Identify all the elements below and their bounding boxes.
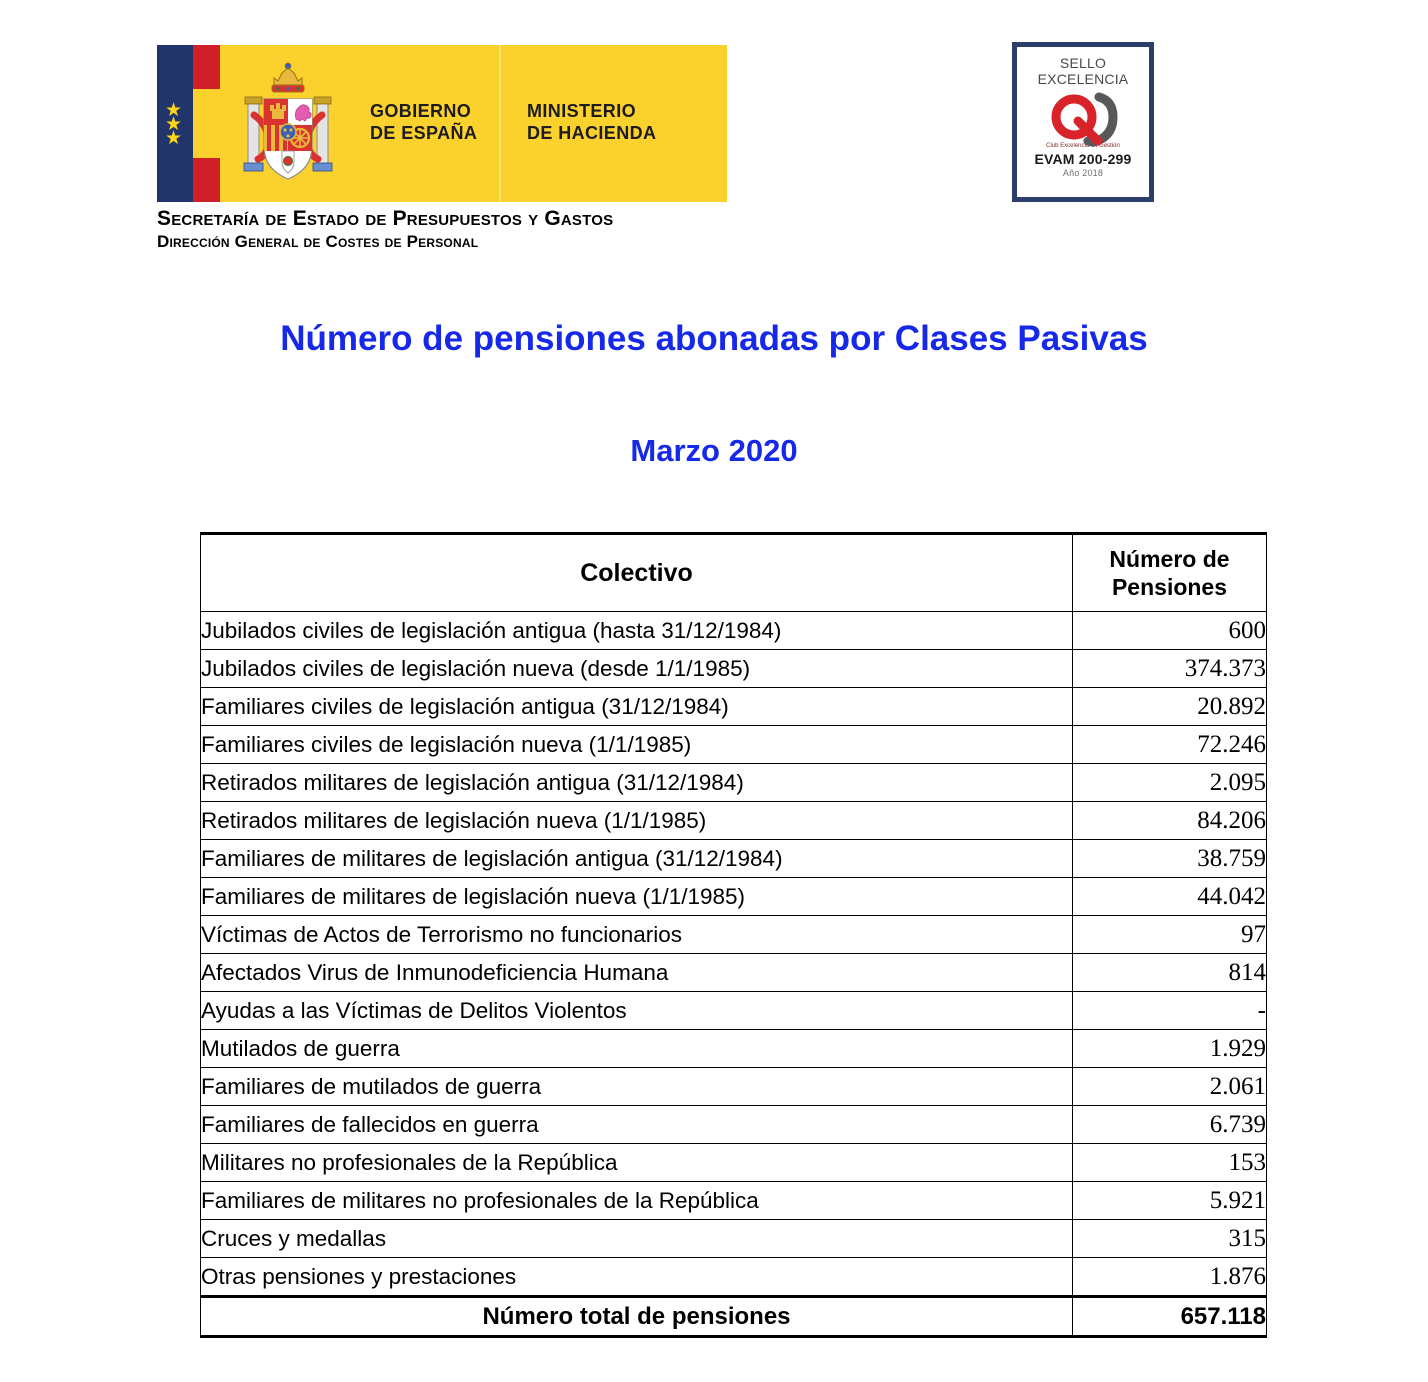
cell-numero-pensiones: 97 [1073,916,1267,954]
secretariat-line-2: Dirección General de Costes de Personal [157,232,479,251]
cell-colectivo: Familiares de mutilados de guerra [201,1068,1073,1106]
seal-caption: Club Excelencia en Gestión [1046,143,1120,149]
logo-text-area [350,45,727,202]
seal-year-label: Año 2018 [1062,168,1104,178]
cell-numero-pensiones: 1.929 [1073,1030,1267,1068]
ministerio-line-2: DE HACIENDA [527,123,657,143]
cell-numero-pensiones: 44.042 [1073,878,1267,916]
table-row [201,878,1267,916]
column-header-line-1: Número de [1109,546,1230,572]
gobierno-line-2: DE ESPAÑA [370,123,478,143]
seal-title-line-2: EXCELENCIA [1037,71,1129,87]
table-row [201,612,1267,650]
cell-colectivo: Cruces y medallas [201,1220,1073,1258]
table-row [201,1106,1267,1144]
cell-colectivo: Otras pensiones y prestaciones [201,1258,1073,1297]
cell-numero-pensiones: 84.206 [1073,802,1267,840]
cell-colectivo: Militares no profesionales de la República [201,1144,1073,1182]
table-body [201,612,1267,1337]
secretariat-heading [157,206,613,252]
pensions-table-container [200,532,1266,1338]
cell-colectivo: Familiares de militares de legislación antigua (31/12/1984) [201,840,1073,878]
cell-numero-pensiones: 5.921 [1073,1182,1267,1220]
cell-numero-pensiones: 2.095 [1073,764,1267,802]
cell-colectivo: Afectados Virus de Inmunodeficiencia Humana [201,954,1073,992]
q-logo-icon [1042,89,1124,147]
table-row [201,1030,1267,1068]
cell-colectivo: Jubilados civiles de legislación nueva (desde 1/1/1985) [201,650,1073,688]
table-total-row [201,1297,1267,1337]
gobierno-de-espana-logo [157,45,727,202]
coat-of-arms-icon [234,59,342,187]
table-row [201,1258,1267,1297]
eu-flag-stripe [157,45,193,202]
cell-colectivo: Familiares de fallecidos en guerra [201,1106,1073,1144]
cell-numero-pensiones: 20.892 [1073,688,1267,726]
flag-band-yellow [193,89,220,158]
seal-q-mark [1042,89,1124,147]
page-subtitle: Marzo 2020 [630,433,798,468]
page-title: Número de pensiones abonadas por Clases Pasivas [280,319,1148,358]
seal-title-line-1: SELLO [1059,55,1107,71]
cell-colectivo: Ayudas a las Víctimas de Delitos Violentos [201,992,1073,1030]
cell-colectivo: Mutilados de guerra [201,1030,1073,1068]
cell-numero-pensiones: 1.876 [1073,1258,1267,1297]
gobierno-line-1: GOBIERNO [370,101,472,121]
cell-colectivo: Familiares civiles de legislación antigua (31/12/1984) [201,688,1073,726]
seal-title [1038,55,1129,87]
cell-numero-pensiones: 374.373 [1073,650,1267,688]
seal-evam-label: EVAM 200-299 [1034,151,1132,167]
secretariat-line-1: Secretaría de Estado de Presupuestos y Gastos [157,207,614,230]
cell-colectivo: Víctimas de Actos de Terrorismo no funcionarios [201,916,1073,954]
cell-numero-pensiones: 72.246 [1073,726,1267,764]
column-header-numero-de-pensiones [1073,534,1267,612]
spain-coat-of-arms [220,45,350,202]
total-label: Número total de pensiones [201,1297,1073,1337]
cell-numero-pensiones: 2.061 [1073,1068,1267,1106]
table-row [201,688,1267,726]
table-header-row [201,534,1267,612]
total-value: 657.118 [1073,1297,1267,1337]
table-row [201,1068,1267,1106]
table-row [201,992,1267,1030]
table-row [201,802,1267,840]
cell-numero-pensiones: 814 [1073,954,1267,992]
gobierno-de-espana-label [370,100,477,144]
cell-numero-pensiones: 600 [1073,612,1267,650]
column-header-line-2: Pensiones [1111,574,1228,600]
ministerio-line-1: MINISTERIO [527,101,637,121]
cell-numero-pensiones: - [1073,992,1267,1030]
flag-band-red-top [193,45,220,89]
flag-band-red-bottom [193,158,220,202]
pensions-table [200,532,1267,1338]
cell-colectivo: Retirados militares de legislación antigua (31/12/1984) [201,764,1073,802]
table-row [201,1182,1267,1220]
table-header [201,534,1267,612]
table-row [201,650,1267,688]
cell-numero-pensiones: 38.759 [1073,840,1267,878]
page-header [0,0,1428,270]
ministerio-de-hacienda-label [527,100,656,144]
table-row [201,1220,1267,1258]
spain-flag-stripe [193,45,220,202]
cell-numero-pensiones: 6.739 [1073,1106,1267,1144]
excellence-seal-badge [1012,42,1154,202]
cell-colectivo: Retirados militares de legislación nueva (1/1/1985) [201,802,1073,840]
logo-divider [499,45,501,202]
table-row [201,1144,1267,1182]
table-row [201,840,1267,878]
cell-colectivo: Familiares de militares no profesionales de la República [201,1182,1073,1220]
table-row [201,764,1267,802]
table-row [201,954,1267,992]
table-row [201,726,1267,764]
cell-colectivo: Familiares de militares de legislación nueva (1/1/1985) [201,878,1073,916]
cell-numero-pensiones: 153 [1073,1144,1267,1182]
cell-numero-pensiones: 315 [1073,1220,1267,1258]
cell-colectivo: Familiares civiles de legislación nueva (1/1/1985) [201,726,1073,764]
cell-colectivo: Jubilados civiles de legislación antigua (hasta 31/12/1984) [201,612,1073,650]
table-row [201,916,1267,954]
column-header-colectivo: Colectivo [201,534,1073,612]
